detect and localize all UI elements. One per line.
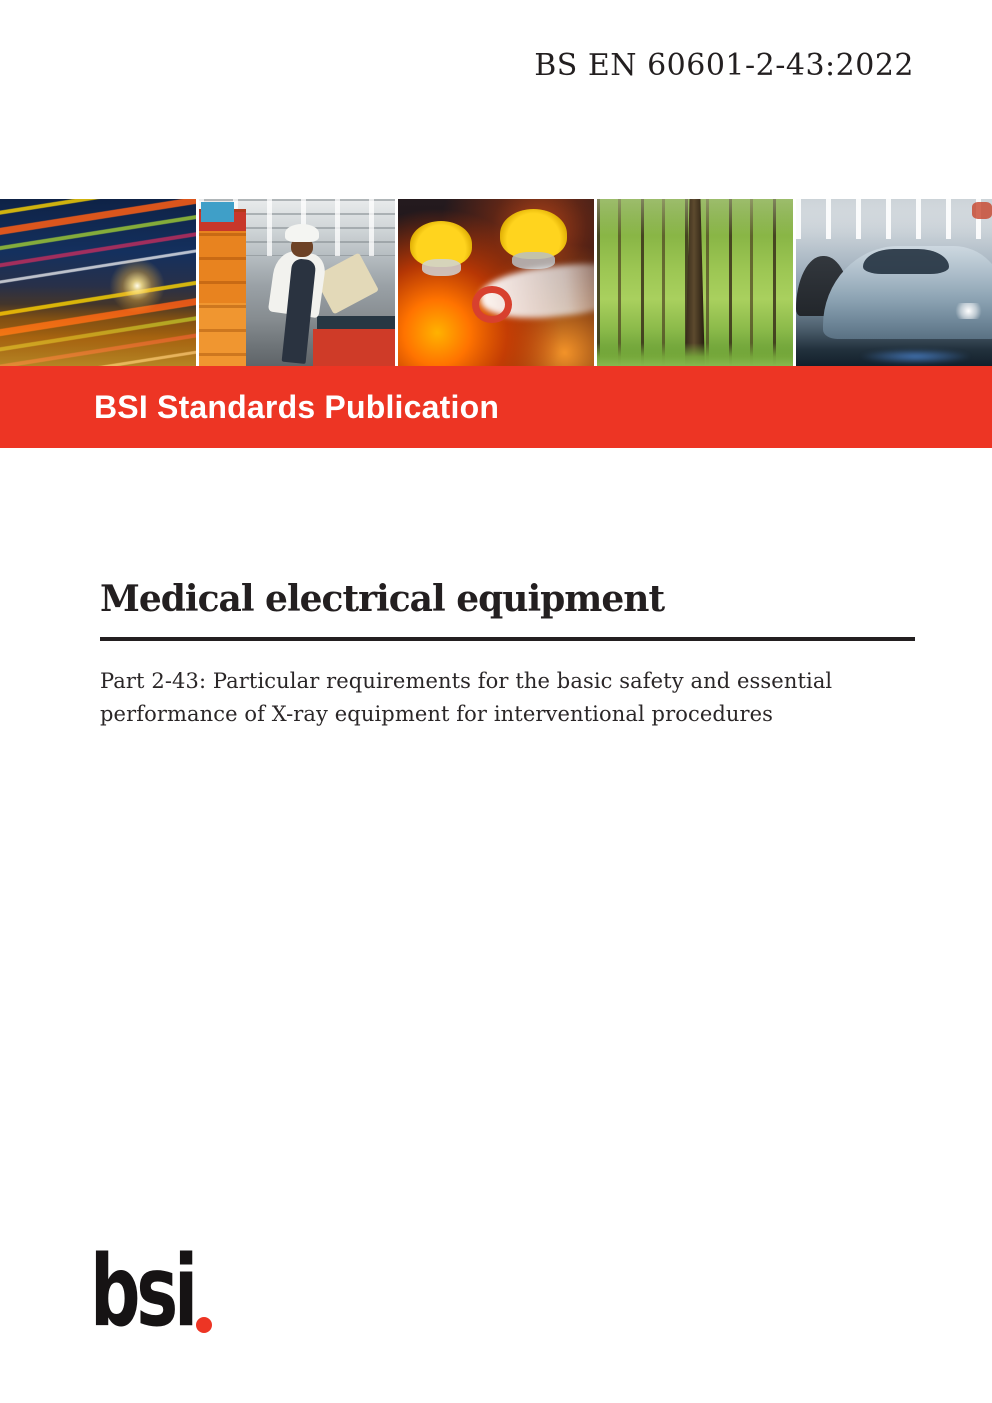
photo-warehouse-worker — [199, 199, 395, 366]
bsi-logo-dot-icon — [196, 1317, 212, 1333]
crates-shape — [199, 209, 246, 366]
subtitle-line: Part 2-43: Particular requirements for the basic safety and essential — [100, 669, 833, 693]
windshield-shape — [863, 249, 949, 274]
light-glow-shape — [0, 304, 196, 366]
photo-strip — [0, 199, 992, 366]
visor-shape — [422, 259, 461, 276]
standard-number: BS EN 60601-2-43:2022 — [534, 48, 914, 83]
worker-shape — [285, 224, 318, 242]
factory-accent-shape — [972, 202, 992, 219]
underbrush-shape — [597, 343, 793, 366]
banner-label: BSI Standards Publication — [94, 388, 500, 425]
document-title: Medical electrical equipment — [100, 578, 665, 620]
red-banner — [0, 366, 992, 448]
photo-firefighters — [398, 199, 594, 366]
hose-valve-shape — [472, 286, 511, 323]
title-rule — [100, 637, 915, 641]
factory-lights-shape — [796, 199, 992, 239]
photo-car-assembly-line — [796, 199, 992, 366]
bsi-logo — [90, 1235, 250, 1349]
photo-night-traffic-light-trails — [0, 199, 196, 366]
bsi-logo-text: bsi — [90, 1235, 194, 1349]
title-block — [100, 577, 915, 731]
bins-shape — [313, 329, 395, 366]
photo-forest-trees — [597, 199, 793, 366]
headlight-shape — [953, 303, 984, 320]
document-subtitle — [100, 665, 915, 731]
subtitle-line: performance of X-ray equipment for interventional procedures — [100, 702, 774, 726]
floor-glow-shape — [859, 349, 973, 364]
crate-shape — [201, 202, 234, 222]
tree-trunk-shape — [685, 199, 705, 366]
